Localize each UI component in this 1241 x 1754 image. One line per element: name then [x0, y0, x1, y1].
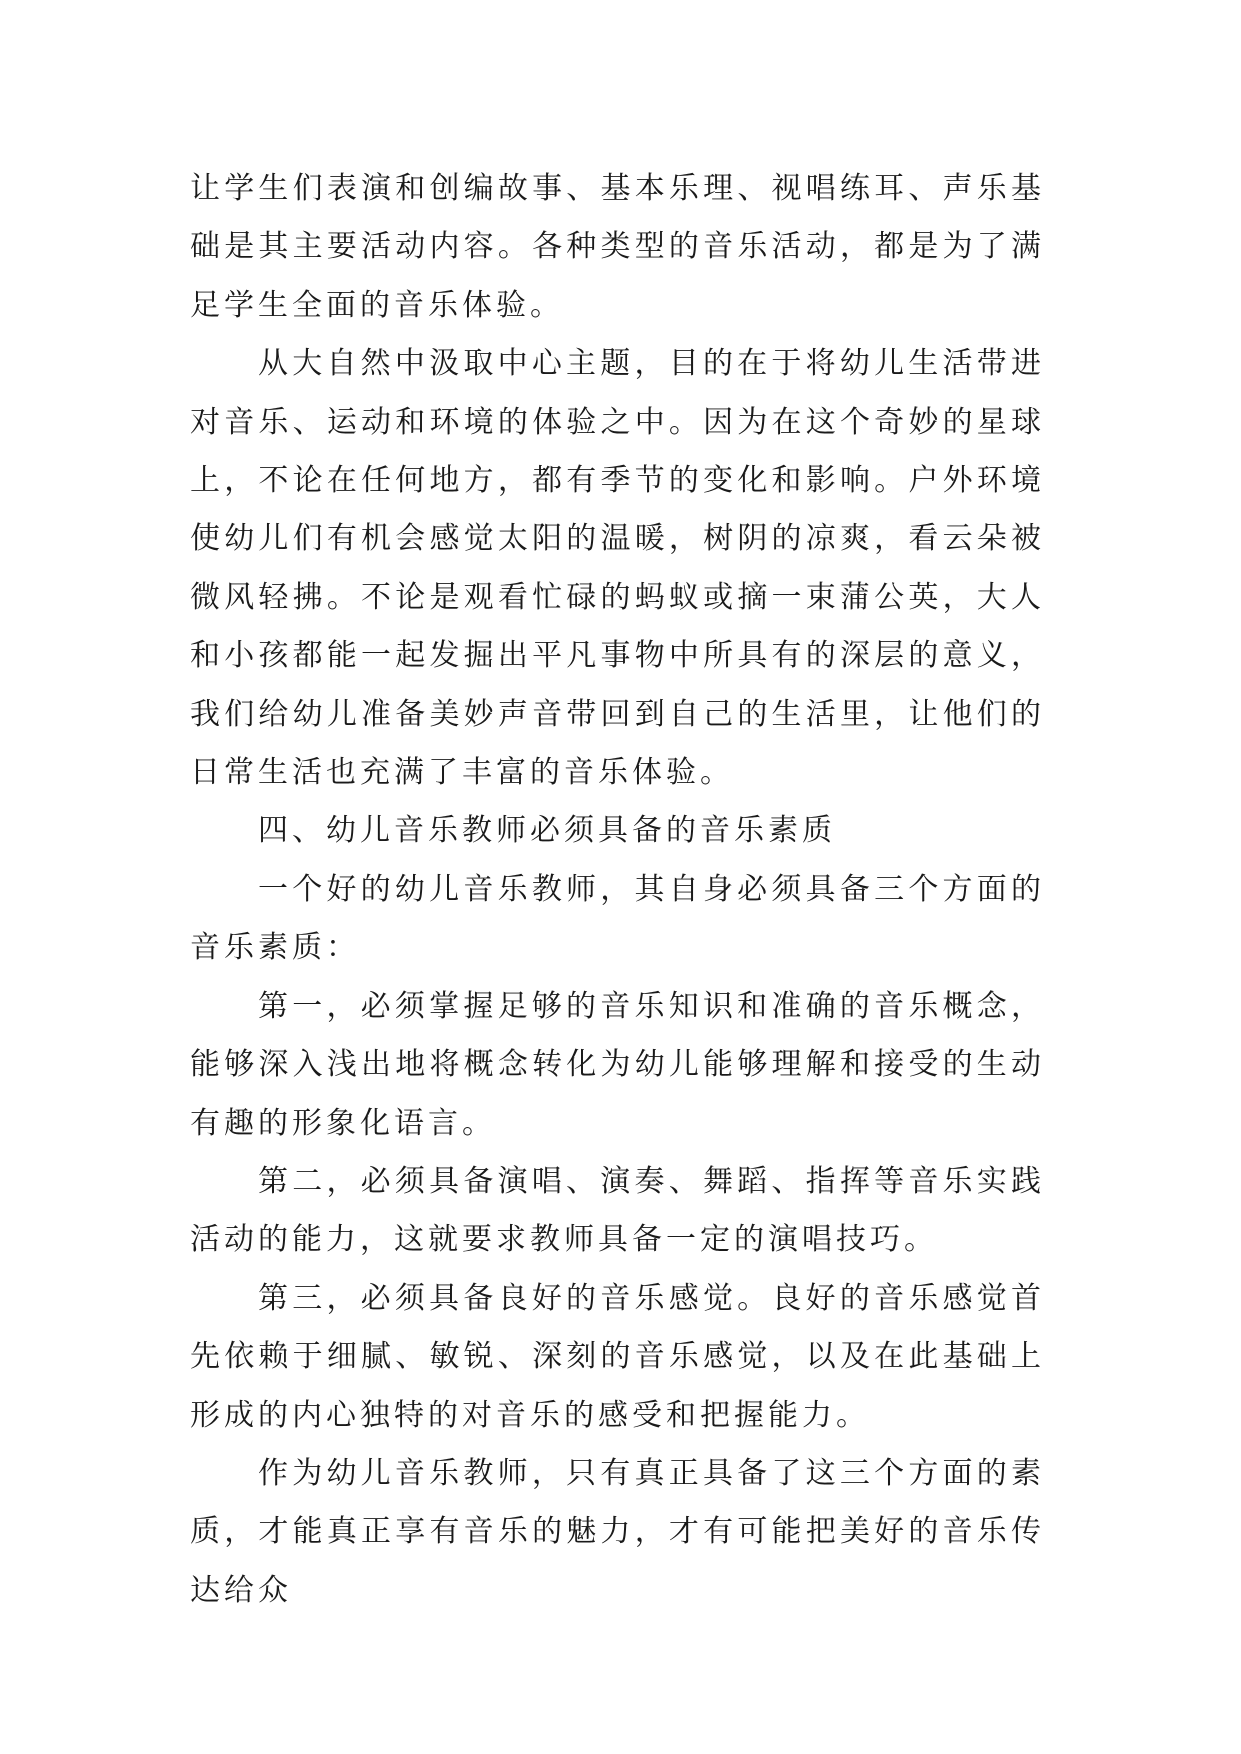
paragraph-5: 第二，必须具备演唱、演奏、舞蹈、指挥等音乐实践活动的能力，这就要求教师具备一定的演唱技巧。	[190, 1163, 1045, 1258]
section-heading: 四、幼儿音乐教师必须具备的音乐素质	[258, 813, 836, 849]
paragraph-2: 从大自然中汲取中心主题，目的在于将幼儿生活带进对音乐、运动和环境的体验之中。因为在这个奇妙的星球上，不论在任何地方，都有季节的变化和影响。户外环境使幼儿们有机会感觉太阳的温暖，树阴的凉爽，看云朵被微风轻拂。不论是观看忙碌的蚂蚁或摘一束蒲公英，大人和小孩都能一起发掘出平凡事物中所具有的深层的意义，我们给幼儿准备美妙声音带回到自己的生活里，让他们的日常生活也充满了丰富的音乐体验。	[190, 346, 1045, 791]
paragraph-3: 一个好的幼儿音乐教师，其自身必须具备三个方面的音乐素质：	[190, 871, 1045, 966]
paragraph-7: 作为幼儿音乐教师，只有真正具备了这三个方面的素质，才能真正享有音乐的魅力，才有可能把美好的音乐传达给众	[190, 1455, 1045, 1608]
paragraph-4: 第一，必须掌握足够的音乐知识和准确的音乐概念，能够深入浅出地将概念转化为幼儿能够理解和接受的生动有趣的形象化语言。	[190, 988, 1045, 1141]
document-body	[190, 160, 1045, 1620]
paragraph-1: 让学生们表演和创编故事、基本乐理、视唱练耳、声乐基础是其主要活动内容。各种类型的音乐活动，都是为了满足学生全面的音乐体验。	[190, 171, 1045, 323]
paragraph-6: 第三，必须具备良好的音乐感觉。良好的音乐感觉首先依赖于细腻、敏锐、深刻的音乐感觉，以及在此基础上形成的内心独特的对音乐的感受和把握能力。	[190, 1280, 1045, 1433]
